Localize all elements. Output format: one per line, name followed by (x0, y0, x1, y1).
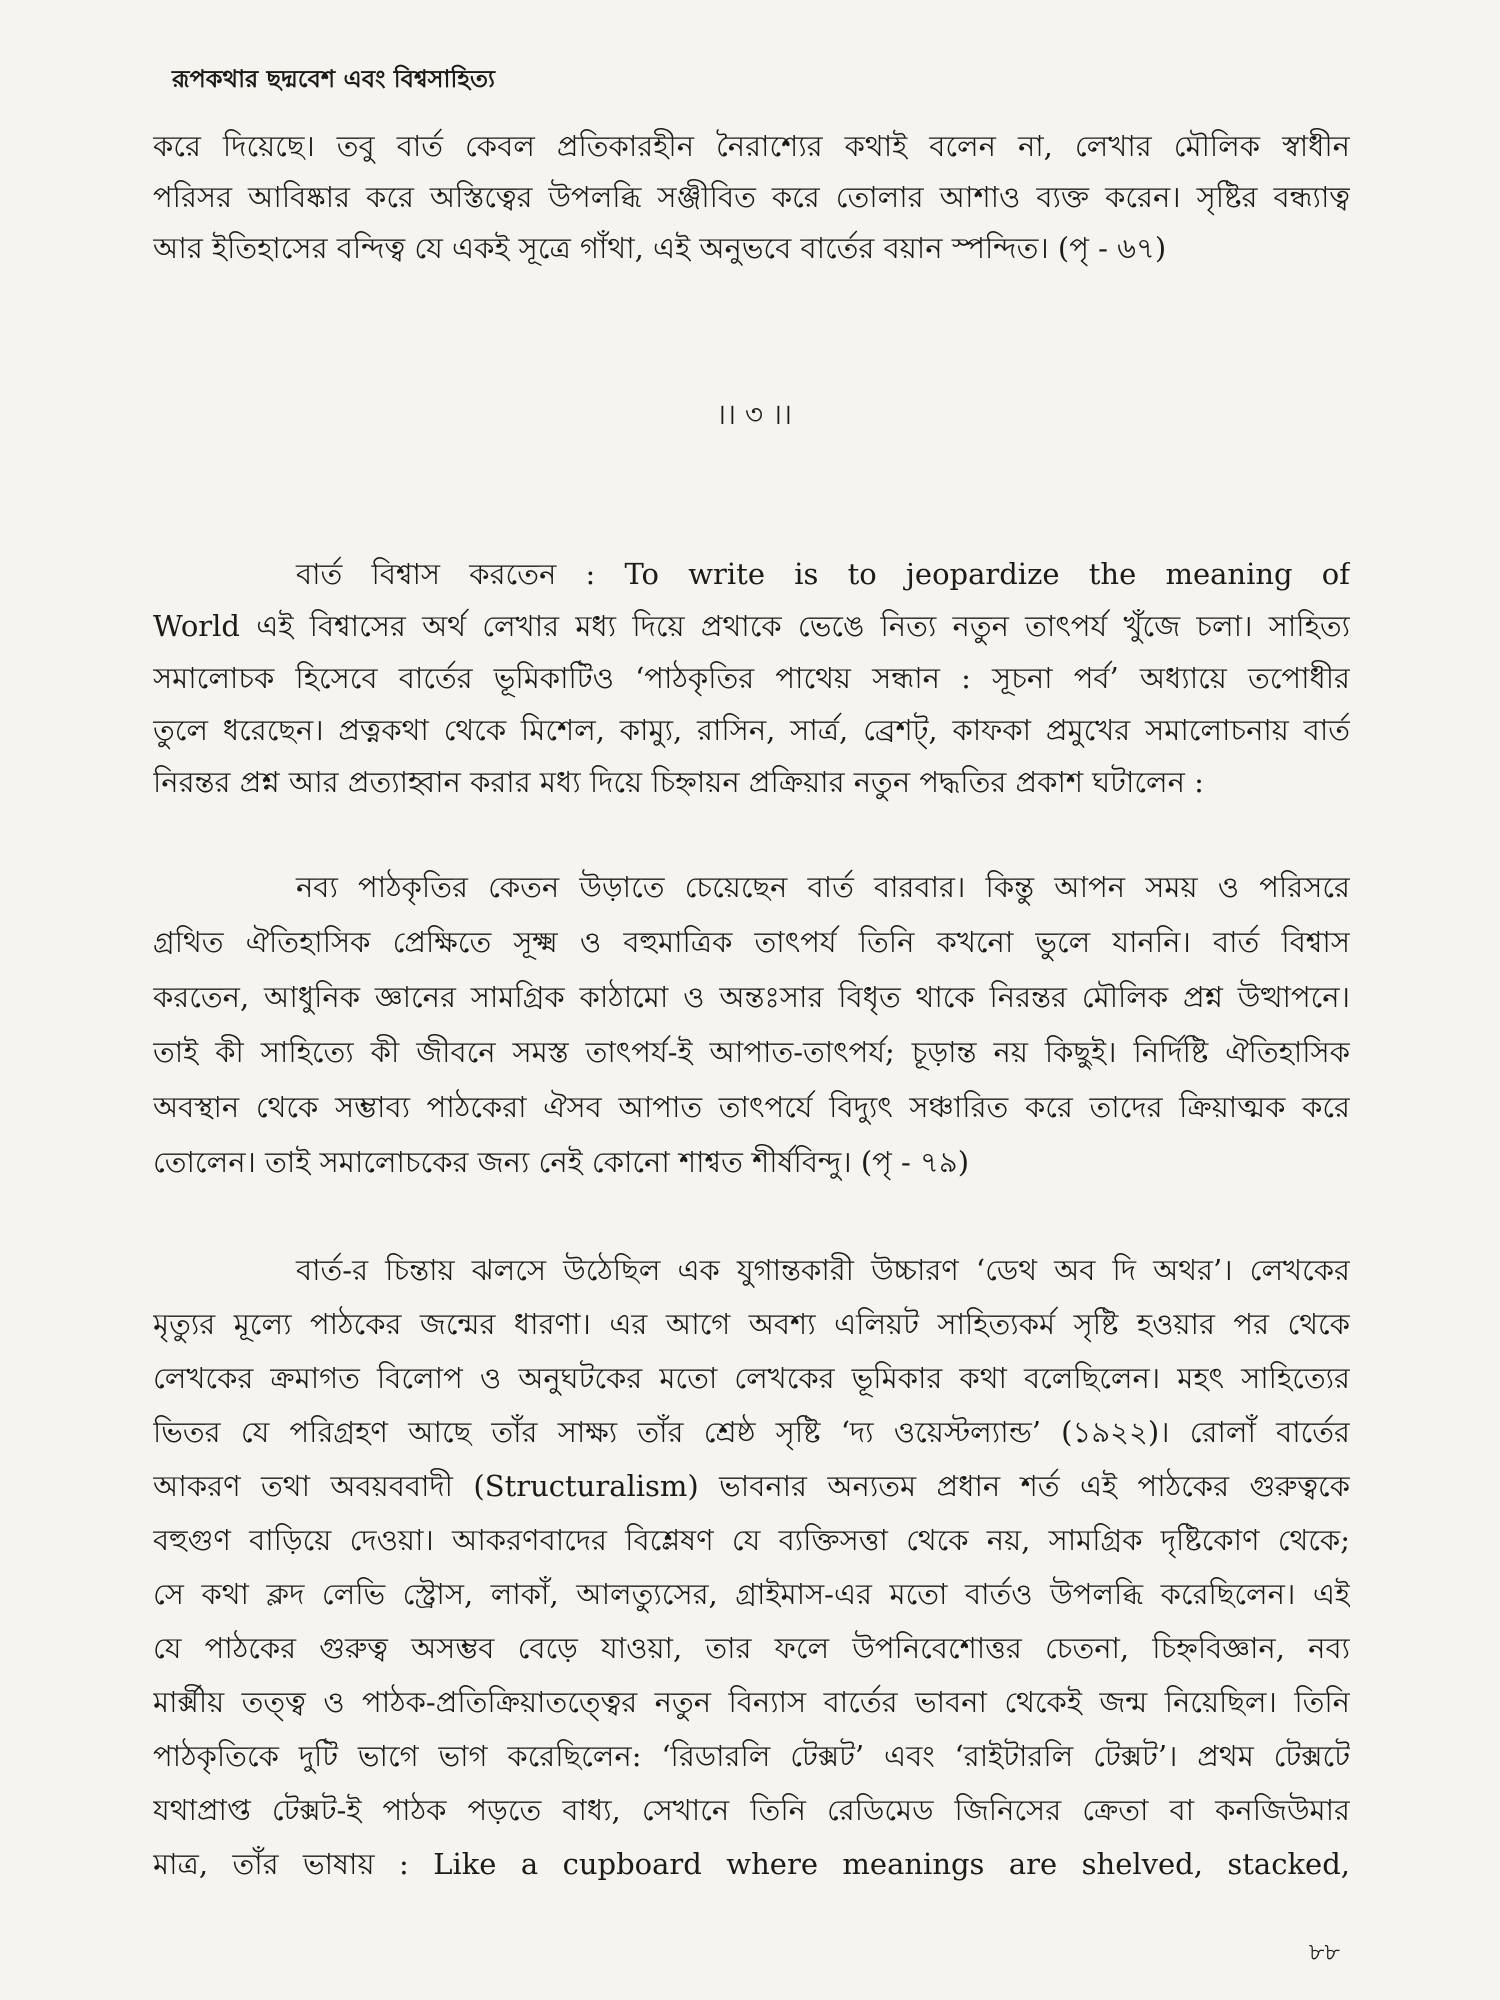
text-line: World এই বিশ্বাসের অর্থ লেখার মধ্য দিয়ে প্রথাকে ভেঙে নিত্য নতুন তাৎপর্য খুঁজে চলা। সাহিত্য (153, 609, 1350, 643)
text-line: অবস্থান থেকে সম্ভাব্য পাঠকেরা ঐসব আপাত তাৎপর্যে বিদ্যুৎ সঞ্চারিত করে তাদের ক্রিয়াত্মক করে (153, 1090, 1350, 1124)
text-line: আকরণ তথা অবয়ববাদী (Structuralism) ভাবনার অন্যতম প্রধান শর্ত এই পাঠকের গুরুত্বকে (153, 1469, 1350, 1503)
text-line: তোলেন। তাই সমালোচকের জন্য নেই কোনো শাশ্বত শীর্ষবিন্দু। (পৃ - ৭৯) (153, 1145, 970, 1179)
text-line: তাই কী সাহিত্যে কী জীবনে সমস্ত তাৎপর্য-ই আপাত-তাৎপর্য; চূড়ান্ত নয় কিছুই। নির্দিষ্টি ঐতিহাসিক (153, 1035, 1350, 1069)
text-line: লেখকের ক্রমাগত বিলোপ ও অনুঘটকের মতো লেখকের ভূমিকার কথা বলেছিলেন। মহৎ সাহিত্যের (153, 1361, 1350, 1395)
text-line: যে পাঠকের গুরুত্ব অসম্ভব বেড়ে যাওয়া, তার ফলে উপনিবেশোত্তর চেতনা, চিহ্নবিজ্ঞান, নব্য (153, 1631, 1350, 1665)
paragraph (153, 1243, 1350, 1891)
text-line: মাত্র, তাঁর ভাষায় : Like a cupboard where meanings are shelved, stacked, (153, 1847, 1350, 1881)
text-line: নব্য পাঠকৃতির কেতন উড়াতে চেয়েছেন বার্ত বারবার। কিন্তু আপন সময় ও পরিসরে (296, 870, 1350, 904)
text-line: ভিতর যে পরিগ্রহণ আছে তাঁর সাক্ষ্য তাঁর শ্রেষ্ঠ সৃষ্টি ‘দ্য ওয়েস্টল্যান্ড’ (১৯২২)। রোলাঁ বার্তের (153, 1415, 1350, 1449)
text-line: করতেন, আধুনিক জ্ঞানের সামগ্রিক কাঠামো ও অন্তঃসার বিধৃত থাকে নিরন্তর মৌলিক প্রশ্ন উত্থাপনে। (153, 980, 1350, 1014)
text-line: নিরন্তর প্রশ্ন আর প্রত্যাহ্বান করার মধ্য দিয়ে চিহ্নায়ন প্রক্রিয়ার নতুন পদ্ধতির প্রকাশ ঘটালেন : (153, 765, 1204, 799)
text-line: বহুগুণ বাড়িয়ে দেওয়া। আকরণবাদের বিশ্লেষণ যে ব্যক্তিসত্তা থেকে নয়, সামগ্রিক দৃষ্টিকোণ থেকে; (153, 1523, 1350, 1557)
text-line: করে দিয়েছে। তবু বার্ত কেবল প্রতিকারহীন নৈরাশ্যের কথাই বলেন না, লেখার মৌলিক স্বাধীন (153, 129, 1350, 163)
block-quote (153, 860, 1350, 1190)
paragraph-continuation (153, 121, 1350, 274)
text-line: পরিসর আবিষ্কার করে অস্তিত্বের উপলব্ধি সঞ্জীবিত করে তোলার আশাও ব্যক্ত করেন। সৃষ্টির বন্ধ্যাত্ব (153, 180, 1350, 214)
text-line: আর ইতিহাসের বন্দিত্ব যে একই সূত্রে গাঁথা, এই অনুভবে বার্তের বয়ান স্পন্দিত। (পৃ - ৬৭) (153, 231, 1167, 265)
paragraph (153, 548, 1350, 808)
text-line: তুলে ধরেছেন। প্রত্নকথা থেকে মিশেল, কাম্যু, রাসিন, সার্ত্র, ব্রেশট্, কাফকা প্রমুখের সমালোচনায় বার্ত (153, 713, 1350, 747)
text-line: গ্রথিত ঐতিহাসিক প্রেক্ষিতে সূক্ষ্ম ও বহুমাত্রিক তাৎপর্য তিনি কখনো ভুলে যাননি। বার্ত বিশ্বাস (153, 925, 1350, 959)
page-number: ৮৮ (1308, 1938, 1340, 1966)
text-line: মৃত্যুর মূল্যে পাঠকের জন্মের ধারণা। এর আগে অবশ্য এলিয়ট সাহিত্যকর্ম সৃষ্টি হওয়ার পর থেকে (153, 1307, 1350, 1341)
text-line: সে কথা ক্লদ লেভি স্ট্রোস, লাকাঁ, আলত্যুসের, গ্রাইমাস-এর মতো বার্তও উপলব্ধি করেছিলেন। এই (153, 1577, 1350, 1611)
running-header: রূপকথার ছদ্মবেশ এবং বিশ্বসাহিত্য (172, 64, 495, 93)
text-line: বার্ত বিশ্বাস করতেন : To write is to jeopardize the meaning of (296, 557, 1350, 591)
text-line: বার্ত-র চিন্তায় ঝলসে উঠেছিল এক যুগান্তকারী উচ্চারণ ‘ডেথ অব দি অথর’। লেখকের (296, 1253, 1350, 1287)
text-line: যথাপ্রাপ্ত টেক্সট-ই পাঠক পড়তে বাধ্য, সেখানে তিনি রেডিমেড জিনিসের ক্রেতা বা কনজিউমার (153, 1793, 1350, 1827)
text-line: মার্ক্সীয় তত্ত্ব ও পাঠক-প্রতিক্রিয়াতত্ত্বের নতুন বিন্যাস বার্তের ভাবনা থেকেই জন্ম নিয়েছিল। তিনি (153, 1685, 1350, 1719)
section-number: ।। ৩ ।। (715, 398, 793, 431)
text-line: পাঠকৃতিকে দুটি ভাগে ভাগ করেছিলেন: ‘রিডারলি টেক্সট’ এবং ‘রাইটারলি টেক্সট’। প্রথম টেক্সটে (153, 1739, 1350, 1773)
text-line: সমালোচক হিসেবে বার্তের ভূমিকাটিও ‘পাঠকৃতির পাথেয় সন্ধান : সূচনা পর্ব’ অধ্যায়ে তপোধীর (153, 661, 1350, 695)
